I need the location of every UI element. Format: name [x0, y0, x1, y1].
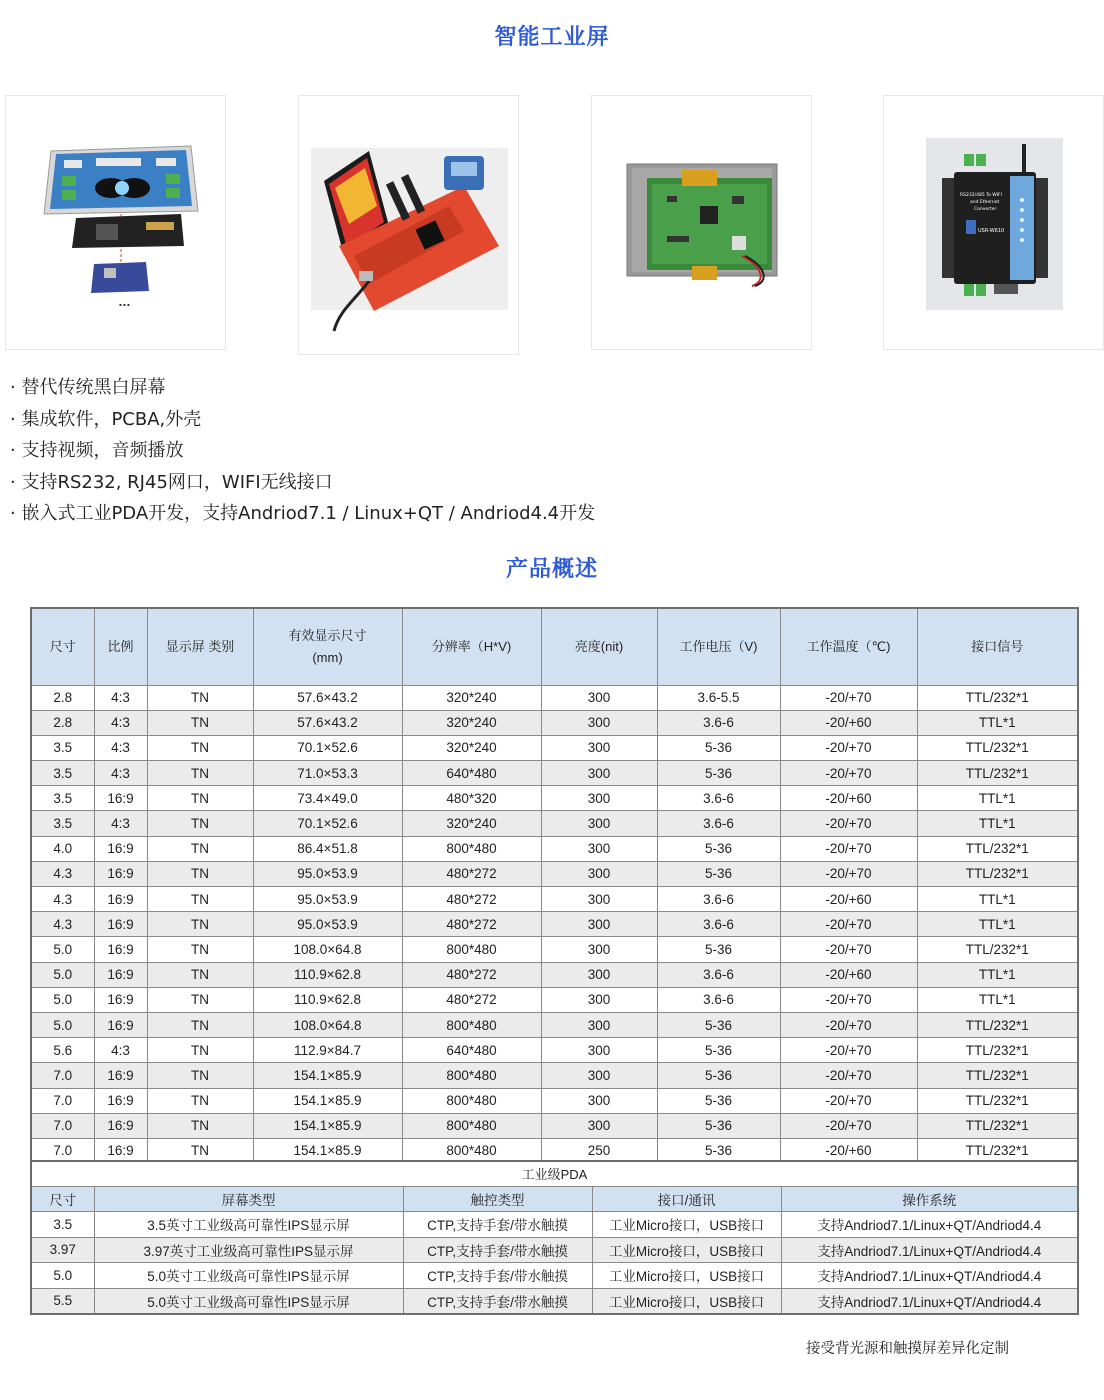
- table-cell: TTL*1: [917, 887, 1078, 912]
- photo-lcd-pcb: [591, 95, 812, 350]
- table-cell: 112.9×84.7: [253, 1038, 402, 1063]
- table-cell: 108.0×64.8: [253, 1012, 402, 1037]
- table-cell: 300: [541, 937, 657, 962]
- table-cell: TN: [147, 861, 253, 886]
- table-cell: 16:9: [94, 1088, 147, 1113]
- table-cell: TTL/232*1: [917, 761, 1078, 786]
- table-cell: -20/+70: [780, 912, 917, 937]
- table-cell: 3.6-6: [657, 887, 780, 912]
- table-cell: 5.0英寸工业级高可靠性IPS显示屏: [94, 1263, 403, 1289]
- table-cell: 300: [541, 685, 657, 710]
- table-cell: 3.6-5.5: [657, 685, 780, 710]
- table-cell: 110.9×62.8: [253, 962, 402, 987]
- table-cell: -20/+60: [780, 1138, 917, 1163]
- feature-item: · 支持RS232, RJ45网口，WIFI无线接口: [10, 471, 333, 493]
- table-cell: 154.1×85.9: [253, 1088, 402, 1113]
- pda-header-screen: 屏幕类型: [94, 1186, 403, 1212]
- table-cell: 800*480: [402, 1088, 541, 1113]
- table-row: [31, 962, 1078, 987]
- table-cell: TTL/232*1: [917, 1063, 1078, 1088]
- table-cell: 5.0英寸工业级高可靠性IPS显示屏: [94, 1288, 403, 1314]
- pda-caption-row: [31, 1161, 1078, 1186]
- table-cell: 300: [541, 987, 657, 1012]
- header-brightness: 亮度(nit): [541, 608, 657, 685]
- table-cell: 800*480: [402, 1138, 541, 1163]
- table-cell: 70.1×52.6: [253, 735, 402, 760]
- table-cell: 5.0: [31, 1012, 94, 1037]
- photo-router: [883, 95, 1104, 350]
- header-active-area: [253, 608, 402, 685]
- table-cell: -20/+70: [780, 937, 917, 962]
- table-cell: TTL*1: [917, 987, 1078, 1012]
- header-active-area-label: 有效显示尺寸: [288, 627, 367, 643]
- page-title: 智能工业屏: [494, 25, 610, 50]
- lcd-pcb-illustration: [592, 96, 812, 350]
- table-cell: TN: [147, 811, 253, 836]
- table-cell: 300: [541, 710, 657, 735]
- table-cell: CTP,支持手套/带水触摸: [403, 1263, 592, 1289]
- feature-list: [10, 372, 595, 530]
- table-cell: 16:9: [94, 887, 147, 912]
- table-cell: 工业Micro接口，USB接口: [592, 1212, 781, 1238]
- table-cell: 工业Micro接口，USB接口: [592, 1263, 781, 1289]
- table-cell: 4.3: [31, 912, 94, 937]
- table-cell: TN: [147, 1038, 253, 1063]
- table-cell: CTP,支持手套/带水触摸: [403, 1237, 592, 1263]
- table-cell: 4.0: [31, 836, 94, 861]
- router-text-3: Converter: [974, 207, 997, 212]
- table-cell: CTP,支持手套/带水触摸: [403, 1212, 592, 1238]
- table-cell: 300: [541, 786, 657, 811]
- router-illustration: [884, 96, 1104, 350]
- table-cell: -20/+70: [780, 1012, 917, 1037]
- table-cell: 3.5英寸工业级高可靠性IPS显示屏: [94, 1212, 403, 1238]
- table-cell: 5-36: [657, 861, 780, 886]
- table-cell: TN: [147, 1088, 253, 1113]
- table-cell: TN: [147, 786, 253, 811]
- table-cell: 320*240: [402, 685, 541, 710]
- table-cell: 16:9: [94, 937, 147, 962]
- photo-dev-board: [298, 95, 519, 355]
- table-cell: -20/+70: [780, 861, 917, 886]
- table-cell: 5-36: [657, 1138, 780, 1163]
- table-cell: -20/+60: [780, 710, 917, 735]
- table-cell: 640*480: [402, 761, 541, 786]
- table-cell: 5-36: [657, 836, 780, 861]
- section-title: 产品概述: [505, 557, 598, 582]
- table-cell: 300: [541, 811, 657, 836]
- table-cell: 支持Andriod7.1/Linux+QT/Andriod4.4: [781, 1212, 1078, 1238]
- table-cell: 3.5: [31, 811, 94, 836]
- table-cell: 3.6-6: [657, 912, 780, 937]
- table-cell: 5.0: [31, 937, 94, 962]
- table-cell: TN: [147, 987, 253, 1012]
- table-cell: 320*240: [402, 710, 541, 735]
- table-cell: 300: [541, 861, 657, 886]
- table-cell: 800*480: [402, 1063, 541, 1088]
- table-cell: 7.0: [31, 1113, 94, 1138]
- table-cell: 16:9: [94, 912, 147, 937]
- table-cell: 800*480: [402, 937, 541, 962]
- table-cell: 5-36: [657, 735, 780, 760]
- table-cell: TN: [147, 887, 253, 912]
- table-cell: 3.97英寸工业级高可靠性IPS显示屏: [94, 1237, 403, 1263]
- table-cell: TN: [147, 962, 253, 987]
- table-cell: TN: [147, 761, 253, 786]
- table-cell: 800*480: [402, 836, 541, 861]
- pda-header-os: 操作系统: [781, 1186, 1078, 1212]
- table-cell: 3.5: [31, 786, 94, 811]
- table-cell: TN: [147, 937, 253, 962]
- table-cell: TTL/232*1: [917, 861, 1078, 886]
- header-interface: 接口信号: [917, 608, 1078, 685]
- table-row: [31, 861, 1078, 886]
- table-cell: 300: [541, 1088, 657, 1113]
- table-cell: 16:9: [94, 987, 147, 1012]
- router-model: USR-W610: [978, 228, 1005, 234]
- table-cell: 16:9: [94, 786, 147, 811]
- table-cell: TTL/232*1: [917, 1113, 1078, 1138]
- table-cell: 300: [541, 836, 657, 861]
- table-cell: 300: [541, 1113, 657, 1138]
- table-cell: 5-36: [657, 1063, 780, 1088]
- table-cell: TN: [147, 836, 253, 861]
- table-cell: TN: [147, 1113, 253, 1138]
- table-cell: 95.0×53.9: [253, 912, 402, 937]
- table-cell: 4:3: [94, 761, 147, 786]
- table-cell: 73.4×49.0: [253, 786, 402, 811]
- table-cell: TTL*1: [917, 811, 1078, 836]
- table-cell: 480*272: [402, 962, 541, 987]
- table-cell: TN: [147, 912, 253, 937]
- pda-table: [30, 1160, 1079, 1315]
- table-cell: 480*272: [402, 861, 541, 886]
- table-cell: 5.6: [31, 1038, 94, 1063]
- pda-header-row: [31, 1186, 1078, 1212]
- table-cell: 300: [541, 912, 657, 937]
- table-row: [31, 1038, 1078, 1063]
- table-cell: 5.0: [31, 962, 94, 987]
- table-cell: TTL/232*1: [917, 937, 1078, 962]
- table-cell: 70.1×52.6: [253, 811, 402, 836]
- table-cell: 480*320: [402, 786, 541, 811]
- feature-item: · 支持视频，音频播放: [10, 440, 184, 461]
- table-cell: 2.8: [31, 685, 94, 710]
- table-cell: TTL*1: [917, 710, 1078, 735]
- table-cell: TN: [147, 1138, 253, 1163]
- header-display-type: 显示屏 类别: [147, 608, 253, 685]
- table-row: [31, 1113, 1078, 1138]
- table-cell: 300: [541, 735, 657, 760]
- table-cell: 3.6-6: [657, 710, 780, 735]
- table-cell: TTL/232*1: [917, 735, 1078, 760]
- header-voltage: 工作电压（V): [657, 608, 780, 685]
- spec-header-row: [31, 608, 1078, 685]
- table-cell: 95.0×53.9: [253, 861, 402, 886]
- table-cell: 2.8: [31, 710, 94, 735]
- table-row: [31, 1012, 1078, 1037]
- table-cell: TN: [147, 735, 253, 760]
- table-row: [31, 937, 1078, 962]
- table-cell: 5-36: [657, 937, 780, 962]
- table-cell: 300: [541, 761, 657, 786]
- header-resolution: 分辨率（H*V): [402, 608, 541, 685]
- table-cell: TTL/232*1: [917, 1088, 1078, 1113]
- table-cell: 320*240: [402, 735, 541, 760]
- table-cell: 工业Micro接口，USB接口: [592, 1237, 781, 1263]
- table-cell: 640*480: [402, 1038, 541, 1063]
- table-cell: 支持Andriod7.1/Linux+QT/Andriod4.4: [781, 1288, 1078, 1314]
- table-cell: 57.6×43.2: [253, 685, 402, 710]
- table-cell: 4:3: [94, 735, 147, 760]
- table-cell: 16:9: [94, 1012, 147, 1037]
- pda-caption: 工业级PDA: [31, 1161, 1078, 1186]
- header-active-area-unit: (mm): [312, 649, 343, 665]
- table-cell: 3.6-6: [657, 987, 780, 1012]
- table-cell: 5-36: [657, 1088, 780, 1113]
- table-cell: 250: [541, 1138, 657, 1163]
- table-cell: TTL/232*1: [917, 685, 1078, 710]
- table-cell: 110.9×62.8: [253, 987, 402, 1012]
- feature-item: · 替代传统黑白屏幕: [10, 377, 166, 398]
- table-cell: 4.3: [31, 887, 94, 912]
- table-cell: 16:9: [94, 861, 147, 886]
- table-cell: -20/+60: [780, 786, 917, 811]
- table-cell: 480*272: [402, 987, 541, 1012]
- dev-board-illustration: [299, 96, 519, 355]
- table-cell: TTL/232*1: [917, 836, 1078, 861]
- table-cell: 3.97: [31, 1237, 94, 1263]
- table-row: [31, 710, 1078, 735]
- table-cell: -20/+60: [780, 962, 917, 987]
- table-cell: 5-36: [657, 1038, 780, 1063]
- table-cell: 16:9: [94, 962, 147, 987]
- table-cell: 300: [541, 962, 657, 987]
- pda-header-touch: 触控类型: [403, 1186, 592, 1212]
- table-cell: TTL*1: [917, 786, 1078, 811]
- table-cell: 5-36: [657, 1012, 780, 1037]
- table-cell: -20/+70: [780, 1088, 917, 1113]
- table-cell: 57.6×43.2: [253, 710, 402, 735]
- header-ratio: 比例: [94, 608, 147, 685]
- table-cell: -20/+70: [780, 987, 917, 1012]
- pda-header-size: 尺寸: [31, 1186, 94, 1212]
- table-cell: 4:3: [94, 685, 147, 710]
- table-row: [31, 811, 1078, 836]
- table-cell: -20/+70: [780, 735, 917, 760]
- table-cell: TTL*1: [917, 962, 1078, 987]
- table-cell: 300: [541, 887, 657, 912]
- table-cell: TN: [147, 1012, 253, 1037]
- pda-header-interface: 接口/通讯: [592, 1186, 781, 1212]
- table-cell: 工业Micro接口，USB接口: [592, 1288, 781, 1314]
- svg-text:▪ ▪ ▪: ▪ ▪ ▪: [119, 302, 130, 307]
- feature-item: · 嵌入式工业PDA开发，支持Andriod7.1 / Linux+QT / Andriod4.4开发: [10, 503, 596, 524]
- table-cell: TN: [147, 710, 253, 735]
- table-cell: TTL*1: [917, 912, 1078, 937]
- table-cell: 480*272: [402, 887, 541, 912]
- table-cell: 3.6-6: [657, 786, 780, 811]
- table-cell: 154.1×85.9: [253, 1113, 402, 1138]
- table-cell: 5.5: [31, 1288, 94, 1314]
- table-cell: 3.6-6: [657, 962, 780, 987]
- header-temperature: 工作温度（℃): [780, 608, 917, 685]
- table-cell: TN: [147, 1063, 253, 1088]
- table-cell: 支持Andriod7.1/Linux+QT/Andriod4.4: [781, 1263, 1078, 1289]
- table-cell: 4:3: [94, 811, 147, 836]
- table-cell: TTL/232*1: [917, 1138, 1078, 1163]
- table-cell: 4:3: [94, 1038, 147, 1063]
- table-cell: 86.4×51.8: [253, 836, 402, 861]
- table-cell: 16:9: [94, 1063, 147, 1088]
- table-cell: 3.5: [31, 1212, 94, 1238]
- table-row: [31, 761, 1078, 786]
- table-cell: 3.6-6: [657, 811, 780, 836]
- table-cell: 5-36: [657, 1113, 780, 1138]
- table-cell: TTL/232*1: [917, 1012, 1078, 1037]
- table-row: [31, 1212, 1078, 1238]
- table-cell: 5.0: [31, 987, 94, 1012]
- table-cell: 5.0: [31, 1263, 94, 1289]
- table-row: [31, 836, 1078, 861]
- table-cell: -20/+70: [780, 761, 917, 786]
- table-cell: 16:9: [94, 1138, 147, 1163]
- table-cell: 4.3: [31, 861, 94, 886]
- table-cell: 320*240: [402, 811, 541, 836]
- table-cell: -20/+70: [780, 1113, 917, 1138]
- table-cell: 108.0×64.8: [253, 937, 402, 962]
- table-cell: 71.0×53.3: [253, 761, 402, 786]
- table-cell: 154.1×85.9: [253, 1063, 402, 1088]
- table-row: [31, 1263, 1078, 1289]
- table-cell: 16:9: [94, 836, 147, 861]
- feature-item: · 集成软件，PCBA,外壳: [10, 408, 202, 430]
- router-text-1: RS232/485 To WIFI: [960, 193, 1002, 198]
- pda-table-body: [31, 1161, 1078, 1314]
- table-cell: -20/+70: [780, 1038, 917, 1063]
- table-cell: 5-36: [657, 761, 780, 786]
- table-cell: CTP,支持手套/带水触摸: [403, 1288, 592, 1314]
- table-cell: 16:9: [94, 1113, 147, 1138]
- table-row: [31, 1237, 1078, 1263]
- spec-table-body: [31, 685, 1078, 1164]
- table-row: [31, 1088, 1078, 1113]
- table-row: [31, 912, 1078, 937]
- photo-lcd-module: [5, 95, 226, 350]
- lcd-module-illustration: [6, 96, 226, 350]
- table-cell: -20/+70: [780, 811, 917, 836]
- table-cell: 3.5: [31, 735, 94, 760]
- header-size: 尺寸: [31, 608, 94, 685]
- table-cell: TN: [147, 685, 253, 710]
- spec-table: [30, 607, 1079, 1165]
- table-cell: 800*480: [402, 1113, 541, 1138]
- table-cell: TTL/232*1: [917, 1038, 1078, 1063]
- table-cell: 95.0×53.9: [253, 887, 402, 912]
- table-row: [31, 987, 1078, 1012]
- table-cell: 7.0: [31, 1088, 94, 1113]
- table-cell: -20/+70: [780, 836, 917, 861]
- table-cell: 800*480: [402, 1012, 541, 1037]
- table-cell: 3.5: [31, 761, 94, 786]
- table-row: [31, 786, 1078, 811]
- table-row: [31, 1063, 1078, 1088]
- table-cell: 480*272: [402, 912, 541, 937]
- table-row: [31, 735, 1078, 760]
- table-cell: 154.1×85.9: [253, 1138, 402, 1163]
- product-photos: [0, 95, 1104, 357]
- table-cell: 7.0: [31, 1138, 94, 1163]
- table-cell: -20/+60: [780, 887, 917, 912]
- table-row: [31, 1288, 1078, 1314]
- table-cell: 7.0: [31, 1063, 94, 1088]
- table-cell: -20/+70: [780, 1063, 917, 1088]
- table-cell: -20/+70: [780, 685, 917, 710]
- table-cell: 4:3: [94, 710, 147, 735]
- table-row: [31, 887, 1078, 912]
- table-row: [31, 685, 1078, 710]
- table-cell: 300: [541, 1038, 657, 1063]
- router-text-2: and Ethernet: [970, 200, 1000, 205]
- table-cell: 300: [541, 1063, 657, 1088]
- table-cell: 300: [541, 1012, 657, 1037]
- table-cell: 支持Andriod7.1/Linux+QT/Andriod4.4: [781, 1237, 1078, 1263]
- footnote: 接受背光源和触摸屏差异化定制: [806, 1341, 1009, 1357]
